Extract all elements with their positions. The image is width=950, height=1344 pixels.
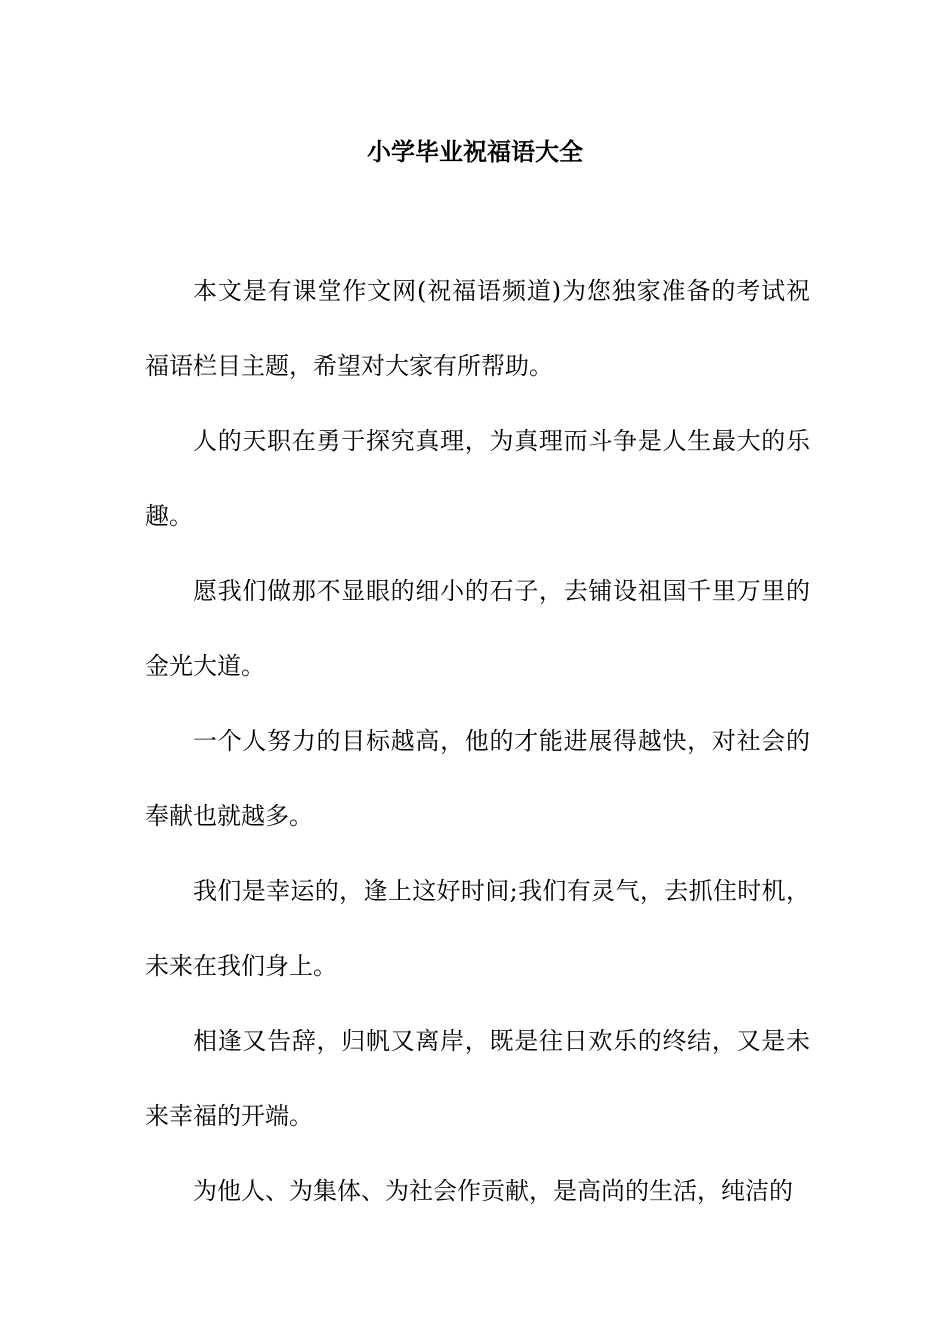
paragraph: 人的天职在勇于探究真理，为真理而斗争是人生最大的乐趣。 — [145, 427, 810, 530]
paragraph: 我们是幸运的，逢上这好时间;我们有灵气，去抓住时机，未来在我们身上。 — [145, 877, 810, 980]
paragraph: 一个人努力的目标越高，他的才能进展得越快，对社会的奉献也就越多。 — [145, 727, 810, 830]
page-title: 小学毕业祝福语大全 — [367, 137, 583, 166]
paragraph: 本文是有课堂作文网(祝福语频道)为您独家准备的考试祝福语栏目主题，希望对大家有所帮助。 — [145, 277, 810, 380]
paragraph: 为他人、为集体、为社会作贡献，是高尚的生活，纯洁的 — [193, 1177, 793, 1205]
document-body — [145, 254, 810, 1229]
paragraph: 愿我们做那不显眼的细小的石子，去铺设祖国千里万里的金光大道。 — [145, 577, 810, 680]
paragraph: 相逢又告辞，归帆又离岸，既是往日欢乐的终结，又是未来幸福的开端。 — [145, 1027, 810, 1130]
